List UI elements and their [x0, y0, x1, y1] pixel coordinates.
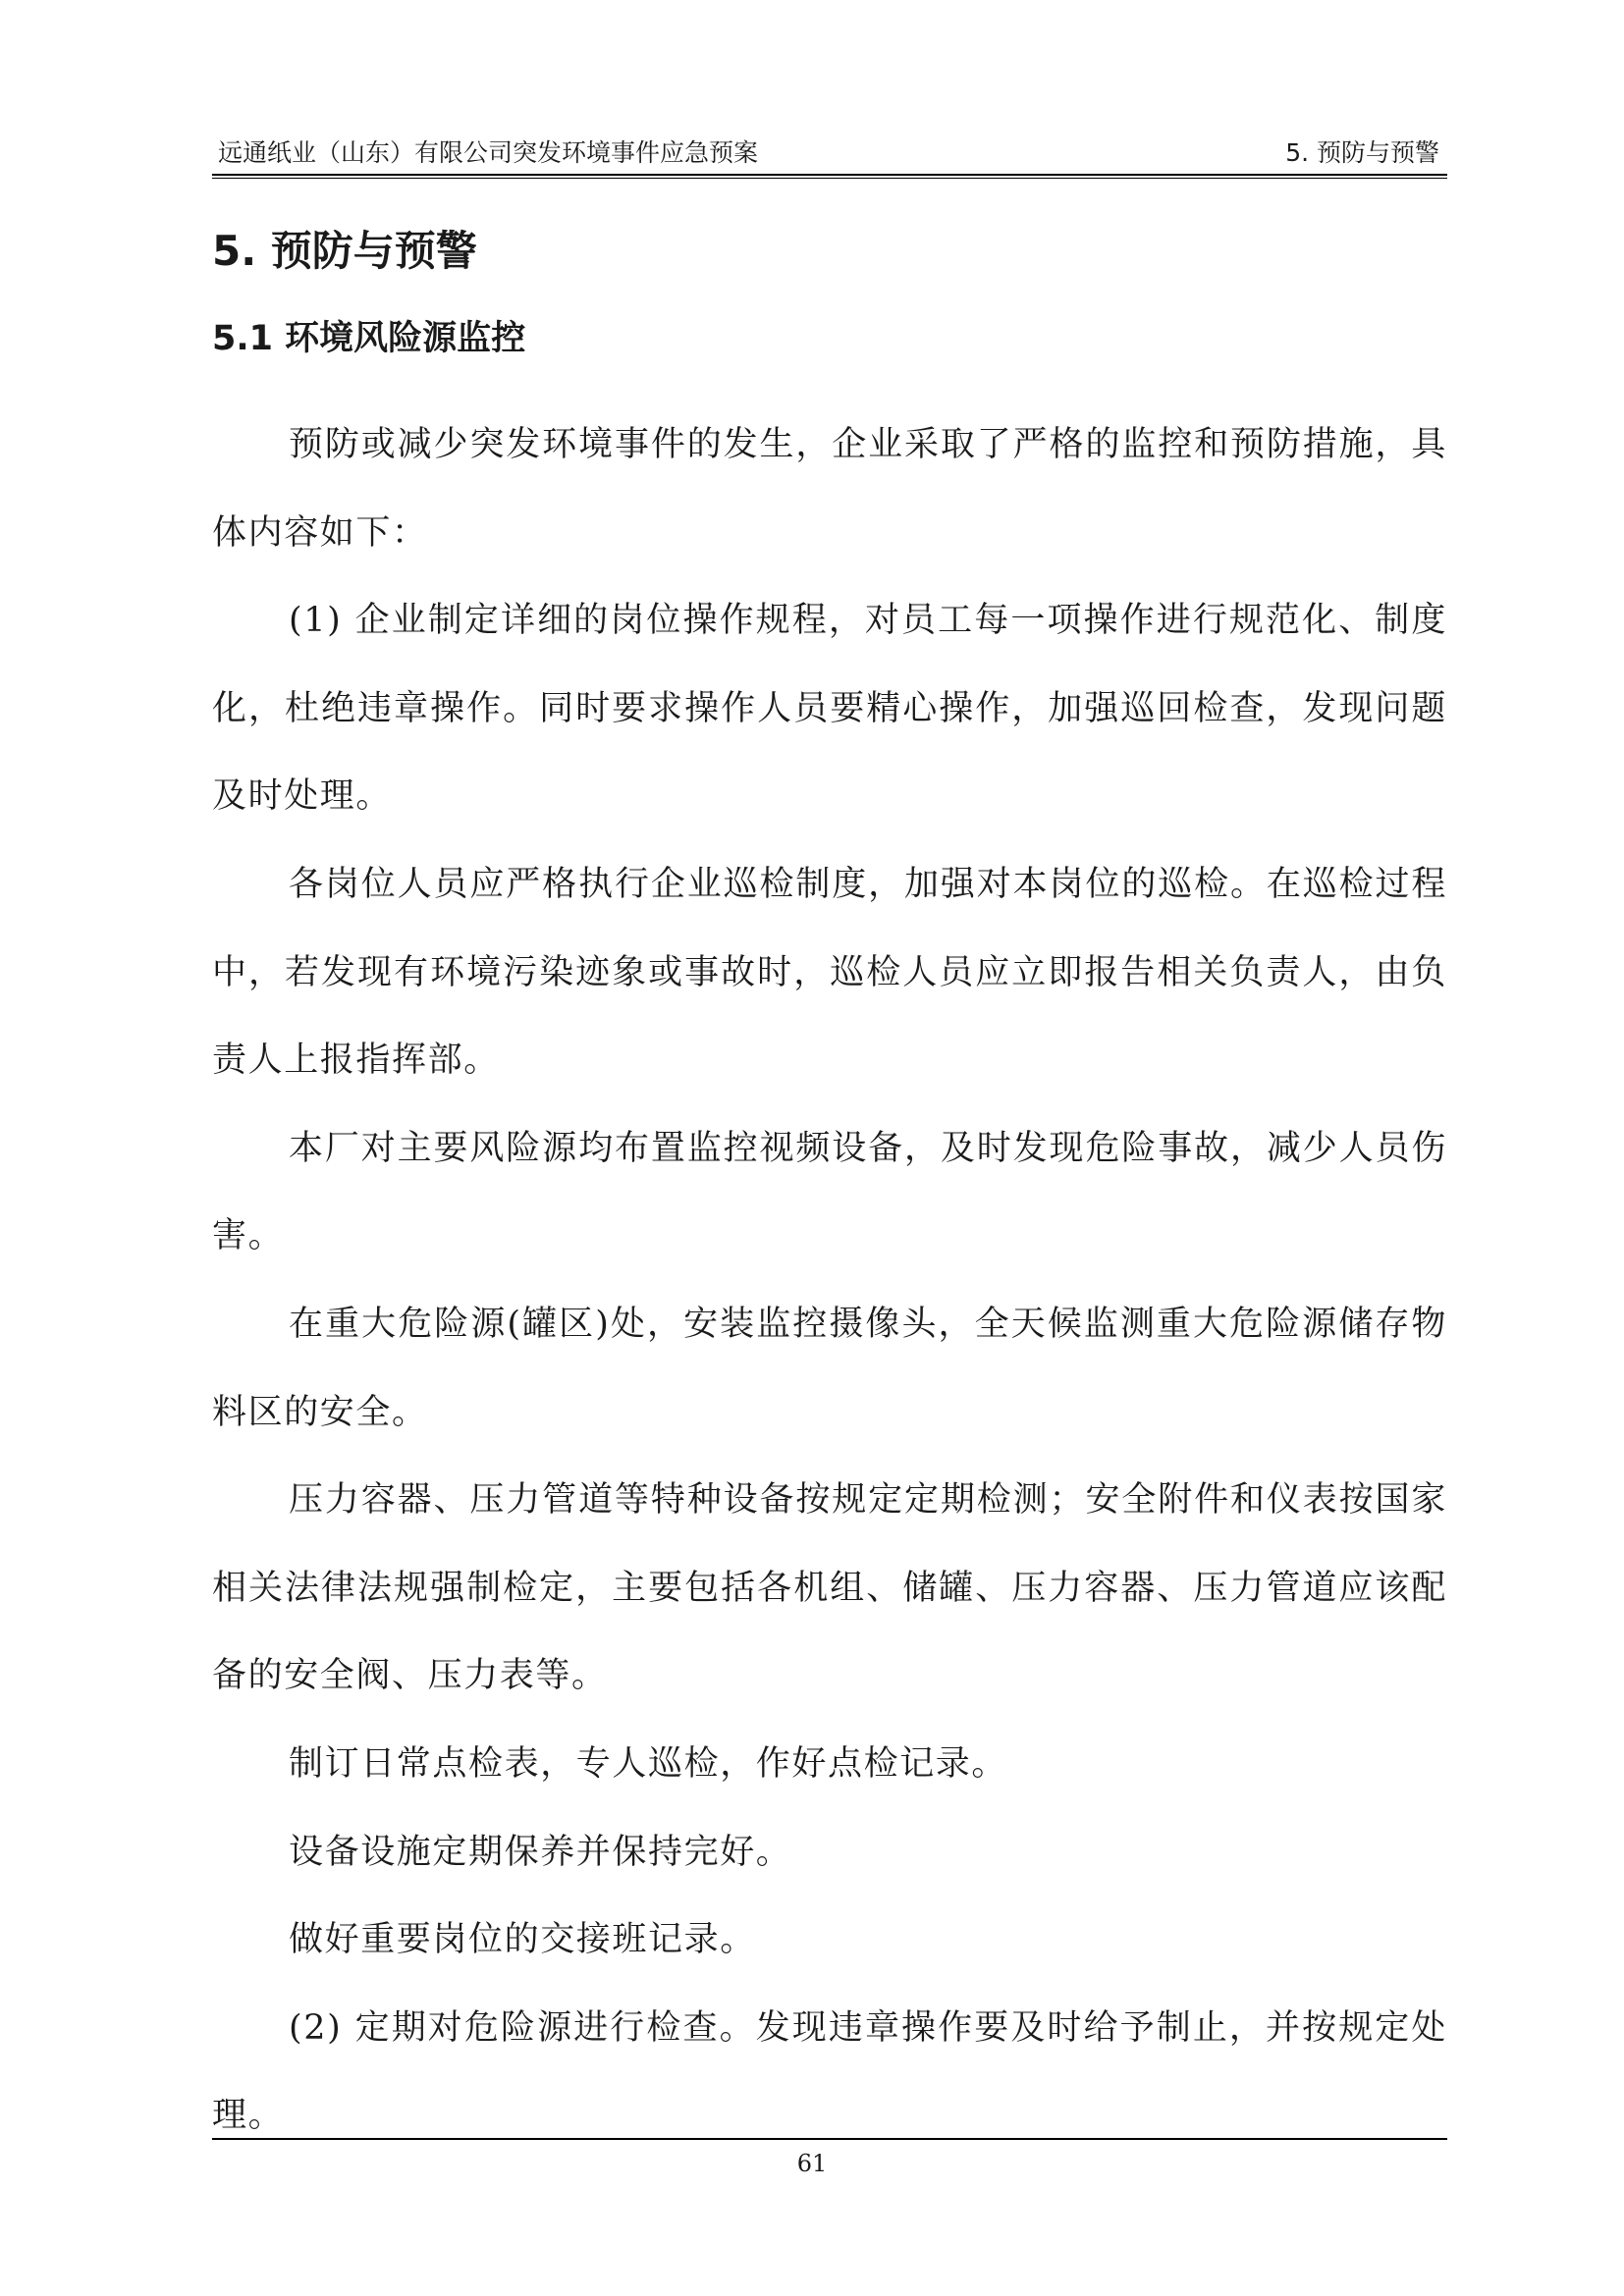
paragraph: 制订日常点检表，专人巡检，作好点检记录。: [289, 1743, 1008, 1784]
header-document-title: 远通纸业（山东）有限公司突发环境事件应急预案: [218, 138, 759, 167]
paragraph: 本厂对主要风险源均布置监控视频设备，及时发现危险事故，减少人员伤害。: [212, 1128, 1447, 1256]
paragraph: 压力容器、压力管道等特种设备按规定定期检测；安全附件和仪表按国家相关法律法规强制检定，主要包括各机组、储罐、压力容器、压力管道应该配备的安全阀、压力表等。: [212, 1480, 1447, 1696]
header-divider: [212, 174, 1447, 176]
paragraph: (1) 企业制定详细的岗位操作规程，对员工每一项操作进行规范化、制度化，杜绝违章操作。同时要求操作人员要精心操作，加强巡回检查，发现问题及时处理。: [212, 601, 1447, 817]
header-chapter-title: 5. 预防与预警: [1285, 138, 1439, 167]
header-divider-thin: [212, 178, 1447, 179]
subsection-heading: 5.1 环境风险源监控: [212, 319, 526, 358]
body-text: [212, 401, 1447, 2161]
paragraph: 预防或减少突发环境事件的发生，企业采取了严格的监控和预防措施，具体内容如下：: [212, 425, 1447, 553]
paragraph: 设备设施定期保养并保持完好。: [289, 1832, 792, 1872]
paragraph: (2) 定期对危险源进行检查。发现违章操作要及时给予制止，并按规定处理。: [212, 2007, 1447, 2136]
paragraph: 在重大危险源(罐区)处，安装监控摄像头，全天候监测重大危险源储存物料区的安全。: [212, 1304, 1447, 1432]
footer-divider: [212, 2138, 1447, 2140]
paragraph: 各岗位人员应严格执行企业巡检制度，加强对本岗位的巡检。在巡检过程中，若发现有环境污染迹象或事故时，巡检人员应立即报告相关负责人，由负责人上报指挥部。: [212, 864, 1447, 1081]
page-number: 61: [796, 2150, 828, 2177]
running-header: [212, 133, 1447, 173]
section-heading: 5. 预防与预警: [212, 227, 477, 275]
paragraph: 做好重要岗位的交接班记录。: [289, 1920, 756, 1960]
